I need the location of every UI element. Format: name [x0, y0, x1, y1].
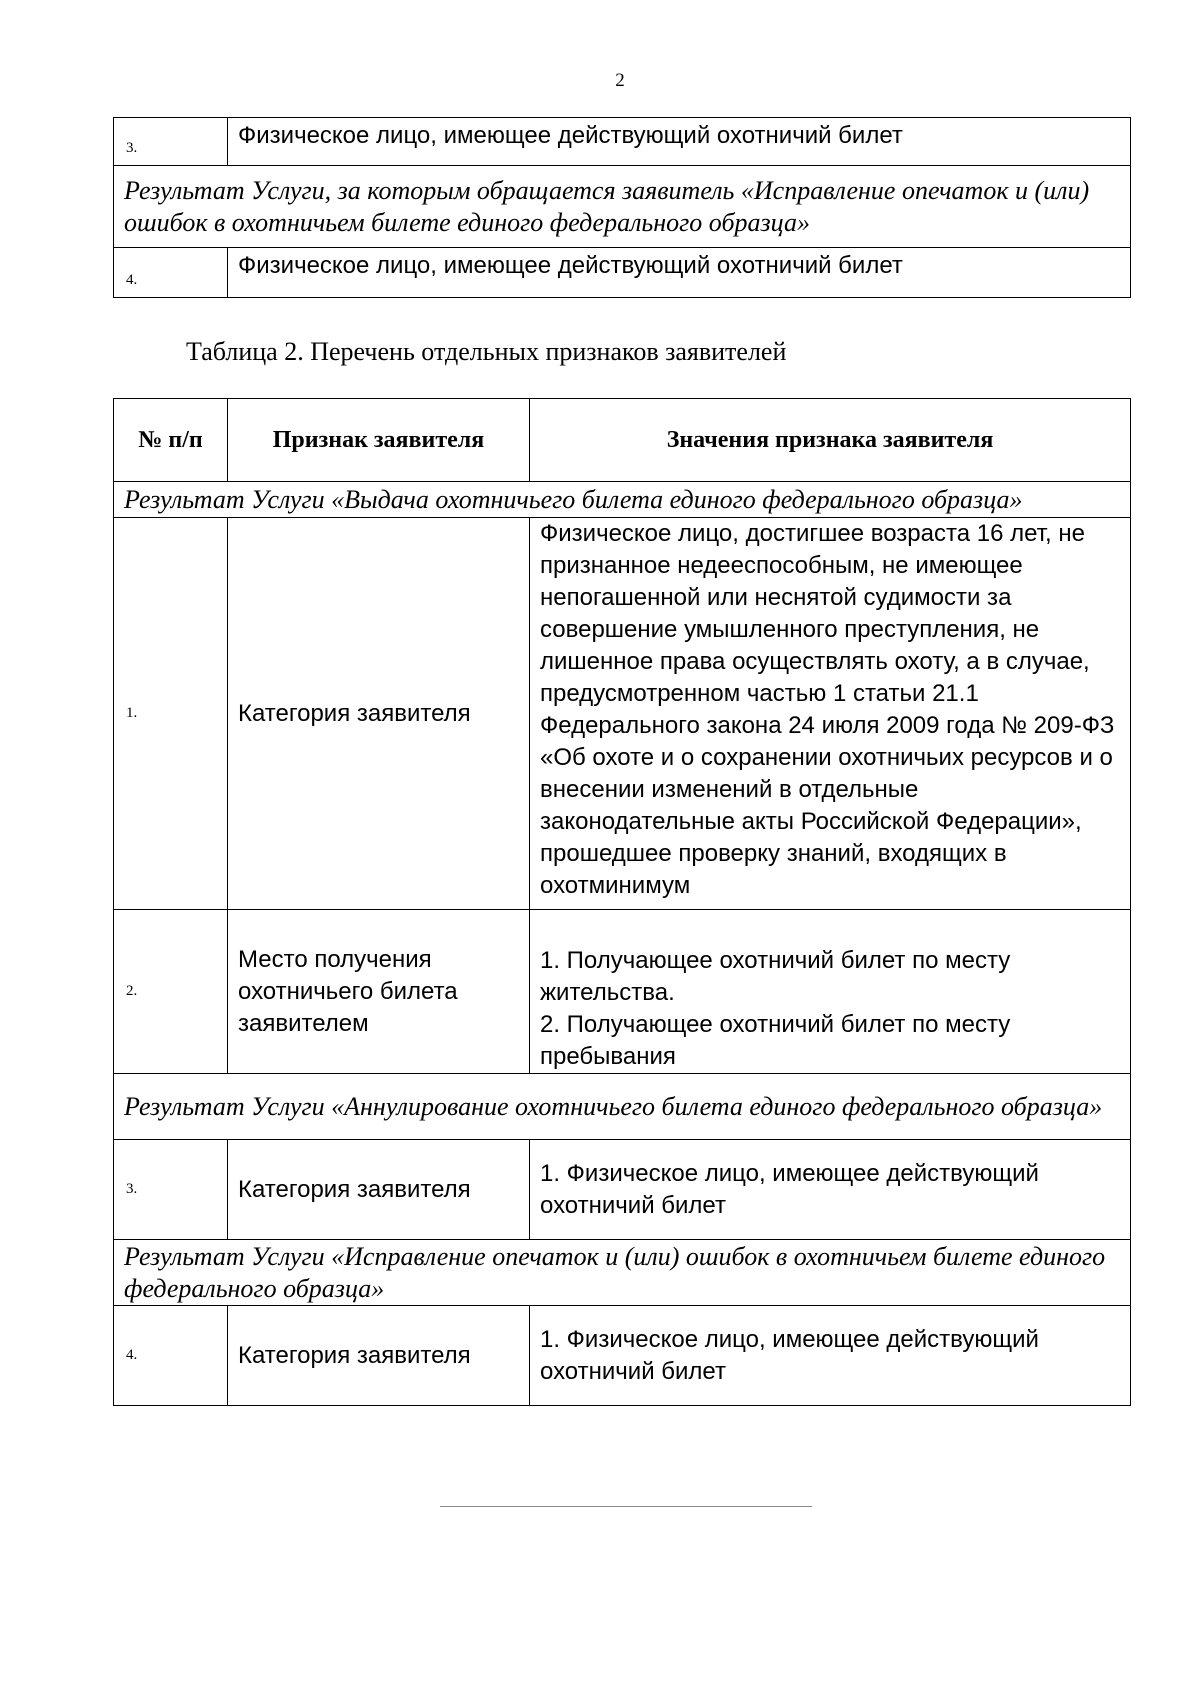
value-cell: 1. Физическое лицо, имеющее действующий охотничий билет [530, 1306, 1131, 1406]
attribute-cell: Категория заявителя [228, 518, 530, 910]
row-number: 2. [114, 910, 228, 1074]
section-row [114, 1074, 1131, 1140]
header-values: Значения признака заявителя [530, 399, 1131, 482]
header-row [114, 399, 1131, 482]
applicant-attributes-table [113, 398, 1131, 1406]
value-cell [530, 910, 1131, 1074]
header-attribute: Признак заявителя [228, 399, 530, 482]
table-row [114, 1306, 1131, 1406]
row-number: 3. [114, 1140, 228, 1240]
section-title: Результат Услуги «Исправление опечаток и (или) ошибок в охотничьем билете единого федерального образца» [114, 1240, 1131, 1306]
section-row [114, 1240, 1131, 1306]
row-number: 4. [114, 248, 228, 298]
section-title: Результат Услуги «Выдача охотничьего билета единого федерального образца» [114, 482, 1131, 518]
table-row [114, 910, 1131, 1074]
table-row [114, 518, 1131, 910]
attribute-cell: Место получения охотничьего билета заявителем [228, 910, 530, 1074]
value-line: 1. Получающее охотничий билет по месту жительства. [540, 947, 1011, 1006]
section-title: Результат Услуги, за которым обращается заявитель «Исправление опечаток и (или) ошибок в охотничьем билете единого федерального образца» [114, 166, 1131, 248]
table-row [114, 248, 1131, 298]
page-number: 2 [615, 70, 625, 91]
applicants-table-continued [113, 117, 1131, 298]
table-caption: Таблица 2. Перечень отдельных признаков заявителей [186, 337, 787, 366]
row-number: 1. [114, 518, 228, 910]
attribute-cell: Категория заявителя [228, 1306, 530, 1406]
table-row [114, 118, 1131, 166]
row-text: Физическое лицо, имеющее действующий охотничий билет [228, 248, 1131, 298]
value-line: 2. Получающее охотничий билет по месту пребывания [540, 1011, 1011, 1070]
value-cell: 1. Физическое лицо, имеющее действующий охотничий билет [530, 1140, 1131, 1240]
row-number: 3. [114, 118, 228, 166]
table-row [114, 1140, 1131, 1240]
row-number: 4. [114, 1306, 228, 1406]
end-divider [440, 1506, 812, 1507]
header-number: № п/п [114, 399, 228, 482]
section-title: Результат Услуги «Аннулирование охотничьего билета единого федерального образца» [114, 1074, 1131, 1140]
section-row [114, 166, 1131, 248]
section-row [114, 482, 1131, 518]
row-text: Физическое лицо, имеющее действующий охотничий билет [228, 118, 1131, 166]
value-cell: Физическое лицо, достигшее возраста 16 лет, не признанное недееспособным, не имеющее непогашенной или неснятой судимости за совершение умышленного преступления, не лишенное права осуществлять охоту, а в случае, предусмотренном частью 1 статьи 21.1 Федерального закона 24 июля 2009 года № 209-ФЗ «Об охоте и о сохранении охотничьих ресурсов и о внесении изменений в отдельные законодательные акты Российской Федерации», прошедшее проверку знаний, входящих в охотминимум [530, 518, 1131, 910]
attribute-cell: Категория заявителя [228, 1140, 530, 1240]
